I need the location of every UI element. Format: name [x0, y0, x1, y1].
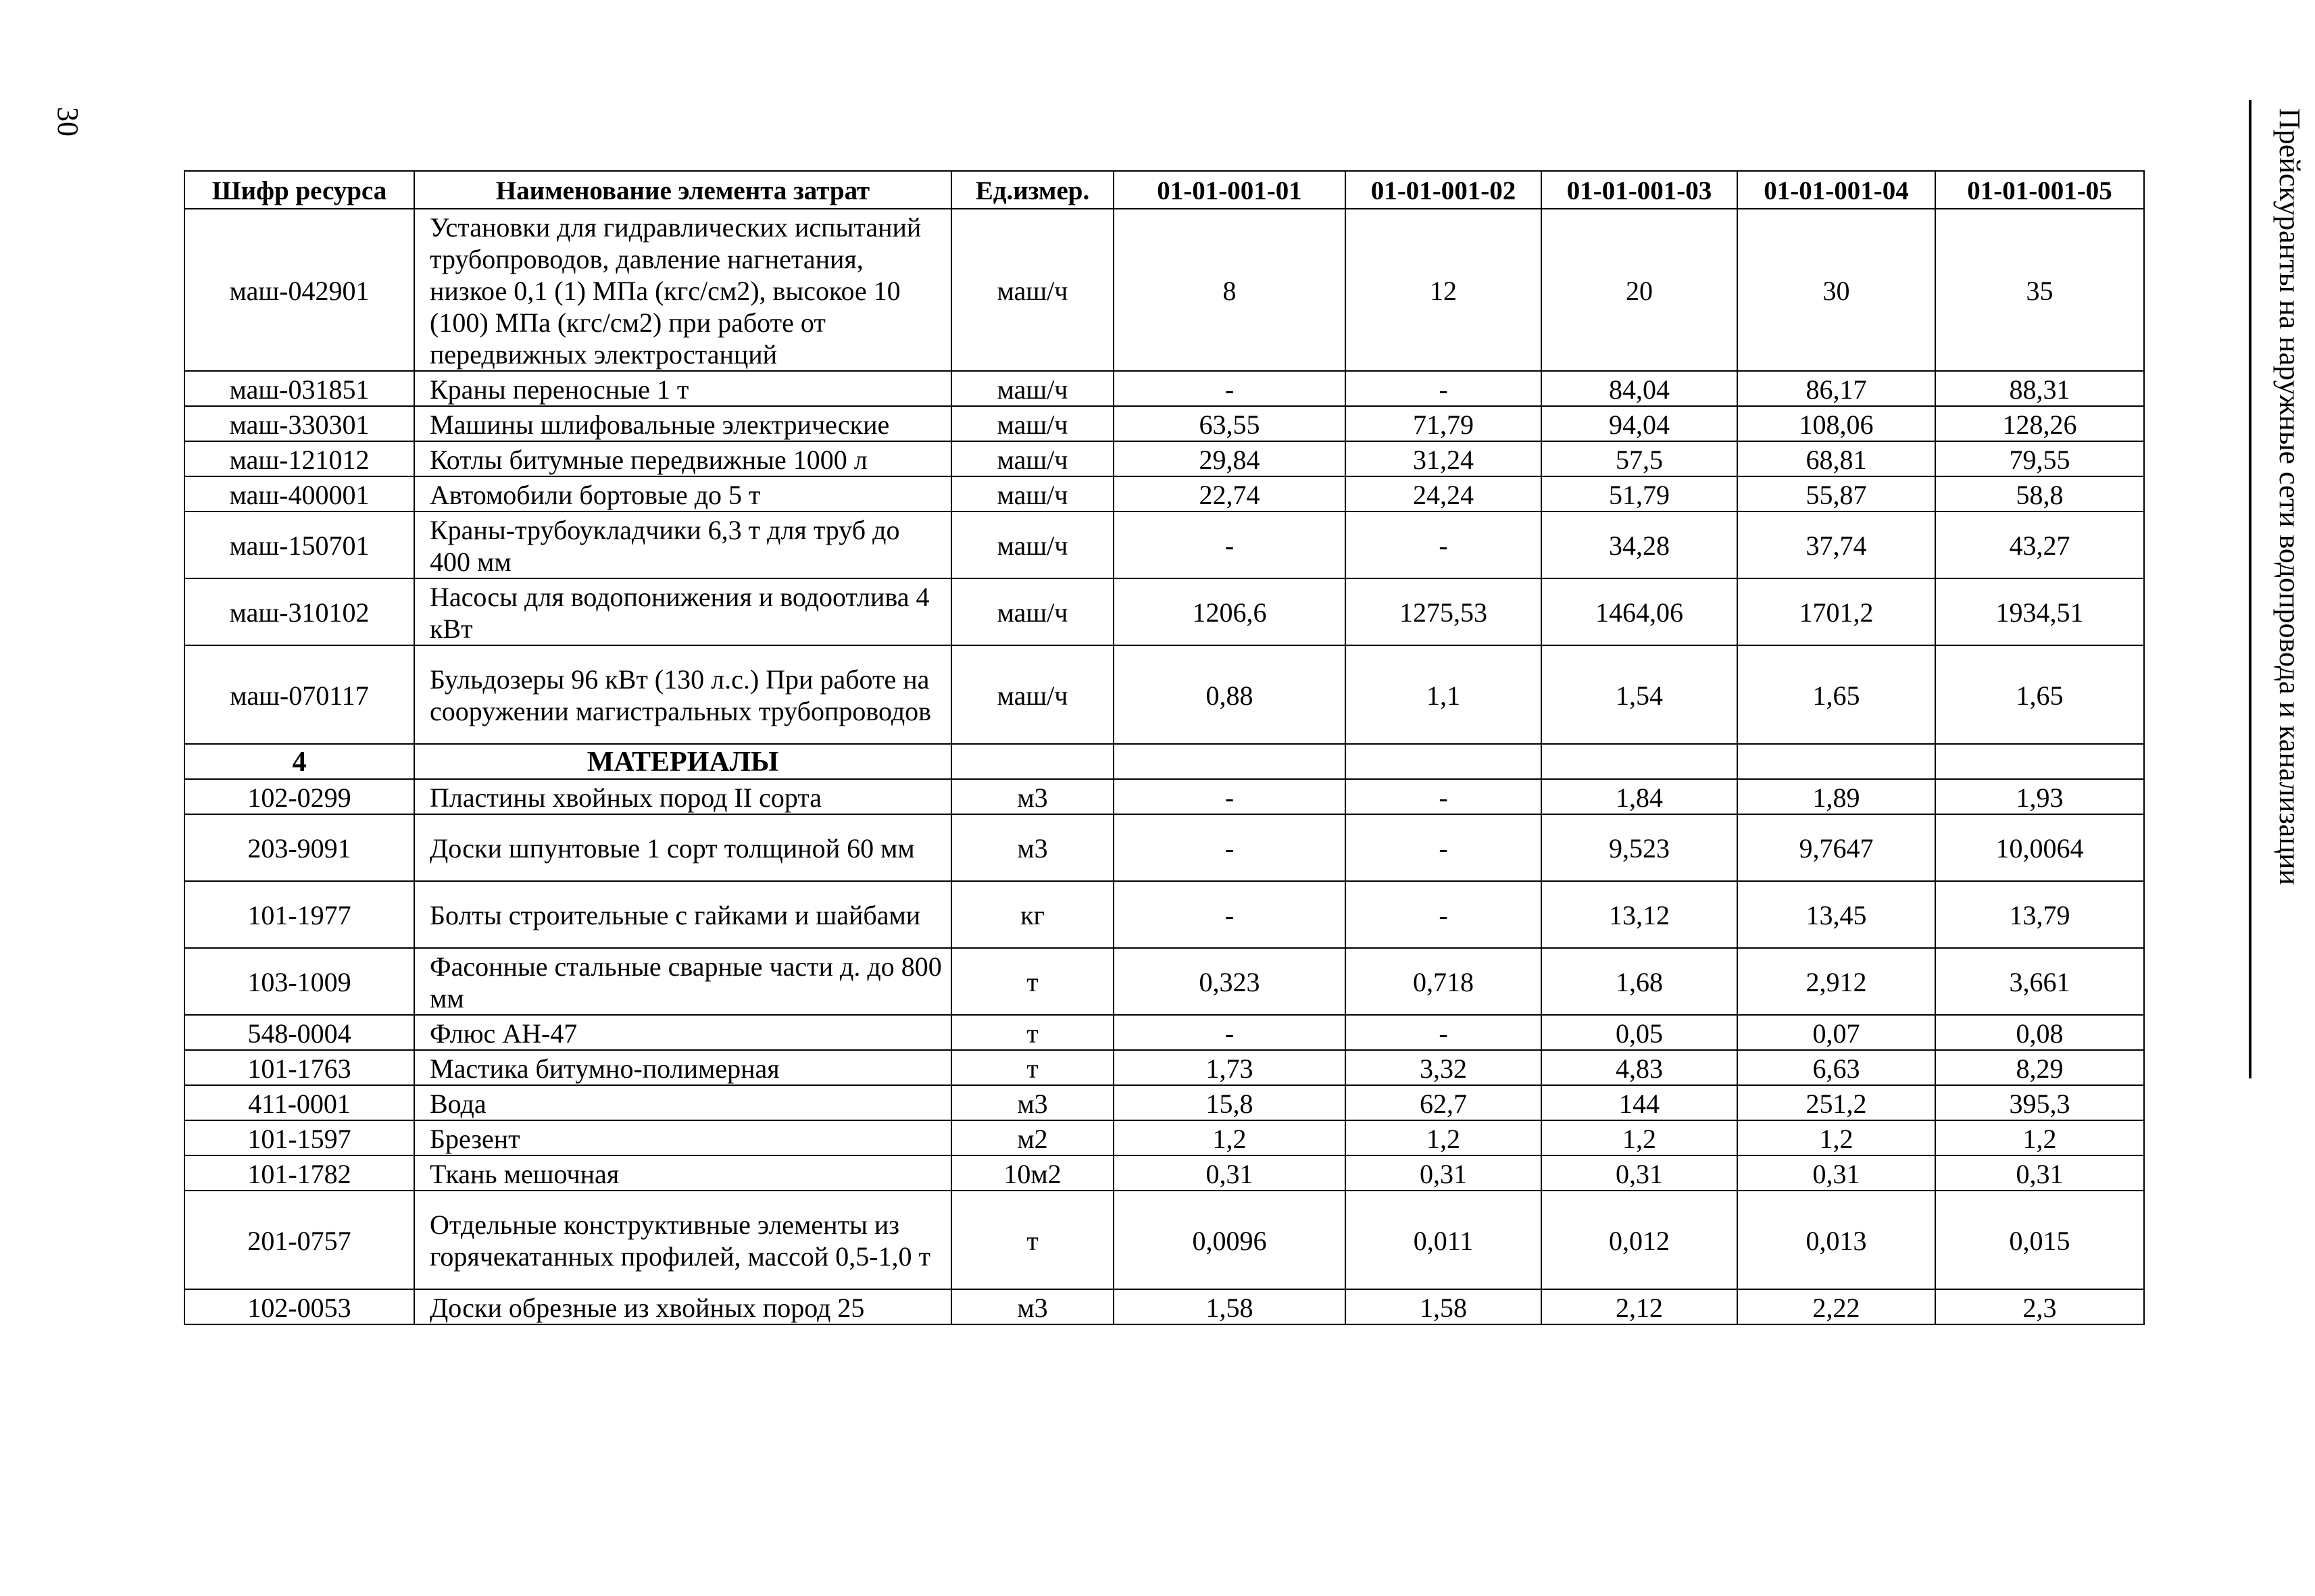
cell-value: 86,17: [1737, 371, 1935, 406]
section-row-materials: [184, 744, 2144, 779]
cell-code: 102-0053: [184, 1289, 414, 1324]
cell-code: 103-1009: [184, 948, 414, 1015]
cell-value: -: [1114, 779, 1345, 814]
cell-value: 35: [1935, 209, 2144, 371]
section-title: МАТЕРИАЛЫ: [414, 744, 951, 779]
cell-value: [1541, 744, 1737, 779]
cell-value: -: [1114, 881, 1345, 948]
cell-value: 0,31: [1935, 1155, 2144, 1191]
header-unit: Ед.измер.: [951, 171, 1114, 209]
cell-value: 1,89: [1737, 779, 1935, 814]
cell-unit: маш/ч: [951, 406, 1114, 441]
cell-value: 9,523: [1541, 814, 1737, 881]
cell-value: -: [1345, 512, 1541, 578]
cell-unit: м2: [951, 1120, 1114, 1155]
cell-value: 1,54: [1541, 645, 1737, 744]
cell-value: 20: [1541, 209, 1737, 371]
cell-unit: т: [951, 948, 1114, 1015]
cell-name: Бульдозеры 96 кВт (130 л.с.) При работе на сооружении магистральных трубопроводов: [414, 645, 951, 744]
cell-name: Пластины хвойных пород II сорта: [414, 779, 951, 814]
cell-value: 1,2: [1935, 1120, 2144, 1155]
cell-value: 0,323: [1114, 948, 1345, 1015]
table-row: [184, 948, 2144, 1015]
cell-value: 37,74: [1737, 512, 1935, 578]
cell-value: 1,2: [1737, 1120, 1935, 1155]
cell-value: -: [1114, 371, 1345, 406]
cell-value: 79,55: [1935, 441, 2144, 476]
cell-value: 68,81: [1737, 441, 1935, 476]
cell-value: 24,24: [1345, 476, 1541, 512]
cell-unit: маш/ч: [951, 371, 1114, 406]
cell-value: 84,04: [1541, 371, 1737, 406]
cell-code: 203-9091: [184, 814, 414, 881]
cell-code: маш-310102: [184, 578, 414, 645]
table-row: [184, 209, 2144, 371]
cell-value: -: [1345, 371, 1541, 406]
cell-value: 0,31: [1737, 1155, 1935, 1191]
section-number: 4: [184, 744, 414, 779]
cell-value: 71,79: [1345, 406, 1541, 441]
header-col-5: 01-01-001-05: [1935, 171, 2144, 209]
table-row: [184, 779, 2144, 814]
cell-code: маш-042901: [184, 209, 414, 371]
cell-value: 251,2: [1737, 1085, 1935, 1120]
cell-name: Краны-трубоукладчики 6,3 т для труб до 400 мм: [414, 512, 951, 578]
cell-name: Доски обрезные из хвойных пород 25: [414, 1289, 951, 1324]
cell-value: 0,88: [1114, 645, 1345, 744]
cell-code: маш-121012: [184, 441, 414, 476]
cell-value: 51,79: [1541, 476, 1737, 512]
cell-code: 548-0004: [184, 1015, 414, 1050]
cell-value: 0,718: [1345, 948, 1541, 1015]
cell-value: -: [1114, 512, 1345, 578]
side-title: Прейскуранты на наружные сети водопровода и канализации: [2273, 108, 2306, 885]
cell-value: 15,8: [1114, 1085, 1345, 1120]
cell-value: 62,7: [1345, 1085, 1541, 1120]
table-row: [184, 1289, 2144, 1324]
cell-value: 22,74: [1114, 476, 1345, 512]
cell-value: 1,65: [1935, 645, 2144, 744]
cell-value: 108,06: [1737, 406, 1935, 441]
cell-unit: т: [951, 1015, 1114, 1050]
table-row: [184, 476, 2144, 512]
resource-cost-table: [184, 170, 2145, 1325]
table-row: [184, 441, 2144, 476]
cell-value: 1464,06: [1541, 578, 1737, 645]
cell-value: 0,013: [1737, 1191, 1935, 1289]
cell-unit: маш/ч: [951, 209, 1114, 371]
cell-value: -: [1345, 779, 1541, 814]
table-row: [184, 1085, 2144, 1120]
cell-name: Вода: [414, 1085, 951, 1120]
cell-value: 1,73: [1114, 1050, 1345, 1085]
cell-value: 1,2: [1114, 1120, 1345, 1155]
cell-code: маш-031851: [184, 371, 414, 406]
cell-unit: [951, 744, 1114, 779]
cell-value: [1345, 744, 1541, 779]
table-header-row: [184, 171, 2144, 209]
table-row: [184, 814, 2144, 881]
cell-value: -: [1345, 881, 1541, 948]
cell-value: -: [1345, 814, 1541, 881]
cell-value: 31,24: [1345, 441, 1541, 476]
cell-name: Установки для гидравлических испытаний трубопроводов, давление нагнетания, низкое 0,1 (1) МПа (кгс/см2), высокое 10 (100) МПа (кгс/см2) при работе от передвижных электростанций: [414, 209, 951, 371]
table-row: [184, 1120, 2144, 1155]
cell-value: 6,63: [1737, 1050, 1935, 1085]
cell-name: Насосы для водопонижения и водоотлива 4 кВт: [414, 578, 951, 645]
header-col-4: 01-01-001-04: [1737, 171, 1935, 209]
cell-unit: маш/ч: [951, 578, 1114, 645]
cell-value: [1737, 744, 1935, 779]
cell-value: 9,7647: [1737, 814, 1935, 881]
cell-unit: маш/ч: [951, 645, 1114, 744]
cell-value: 2,3: [1935, 1289, 2144, 1324]
cell-value: 4,83: [1541, 1050, 1737, 1085]
cell-code: 101-1977: [184, 881, 414, 948]
cell-unit: 10м2: [951, 1155, 1114, 1191]
cell-name: Флюс АН-47: [414, 1015, 951, 1050]
cell-value: 13,12: [1541, 881, 1737, 948]
cell-unit: т: [951, 1050, 1114, 1085]
cell-value: 1,2: [1541, 1120, 1737, 1155]
cell-value: -: [1114, 1015, 1345, 1050]
cell-unit: маш/ч: [951, 512, 1114, 578]
cell-unit: м3: [951, 779, 1114, 814]
cell-unit: м3: [951, 814, 1114, 881]
cell-value: 2,22: [1737, 1289, 1935, 1324]
cell-unit: т: [951, 1191, 1114, 1289]
cell-value: 0,05: [1541, 1015, 1737, 1050]
cell-value: 0,015: [1935, 1191, 2144, 1289]
cell-value: 1,84: [1541, 779, 1737, 814]
table-row: [184, 406, 2144, 441]
cell-code: маш-150701: [184, 512, 414, 578]
table-row: [184, 578, 2144, 645]
cell-value: 63,55: [1114, 406, 1345, 441]
cell-code: 101-1597: [184, 1120, 414, 1155]
cell-name: Болты строительные с гайками и шайбами: [414, 881, 951, 948]
cell-name: Машины шлифовальные электрические: [414, 406, 951, 441]
cell-name: Мастика битумно-полимерная: [414, 1050, 951, 1085]
cell-code: 101-1782: [184, 1155, 414, 1191]
cell-code: маш-400001: [184, 476, 414, 512]
header-code: Шифр ресурса: [184, 171, 414, 209]
cell-code: 102-0299: [184, 779, 414, 814]
cell-value: 88,31: [1935, 371, 2144, 406]
cell-value: -: [1114, 814, 1345, 881]
header-col-3: 01-01-001-03: [1541, 171, 1737, 209]
cell-name: Краны переносные 1 т: [414, 371, 951, 406]
cell-value: 55,87: [1737, 476, 1935, 512]
cell-unit: маш/ч: [951, 476, 1114, 512]
cell-code: маш-070117: [184, 645, 414, 744]
cell-value: 2,912: [1737, 948, 1935, 1015]
cell-unit: кг: [951, 881, 1114, 948]
cell-value: 34,28: [1541, 512, 1737, 578]
cell-value: 0,07: [1737, 1015, 1935, 1050]
cell-name: Доски шпунтовые 1 сорт толщиной 60 мм: [414, 814, 951, 881]
header-col-1: 01-01-001-01: [1114, 171, 1345, 209]
cell-value: 10,0064: [1935, 814, 2144, 881]
cell-code: 101-1763: [184, 1050, 414, 1085]
cell-value: 144: [1541, 1085, 1737, 1120]
cell-value: [1935, 744, 2144, 779]
cell-value: 8,29: [1935, 1050, 2144, 1085]
cell-value: 1701,2: [1737, 578, 1935, 645]
cell-value: 0,0096: [1114, 1191, 1345, 1289]
cell-value: 1,2: [1345, 1120, 1541, 1155]
cell-value: 0,08: [1935, 1015, 2144, 1050]
cell-value: 128,26: [1935, 406, 2144, 441]
table-row: [184, 371, 2144, 406]
cell-value: 12: [1345, 209, 1541, 371]
table-row: [184, 1015, 2144, 1050]
cell-value: 57,5: [1541, 441, 1737, 476]
table-row: [184, 881, 2144, 948]
cell-value: 29,84: [1114, 441, 1345, 476]
cell-code: 411-0001: [184, 1085, 414, 1120]
cell-value: 30: [1737, 209, 1935, 371]
cell-name: Автомобили бортовые до 5 т: [414, 476, 951, 512]
side-rule: [2249, 100, 2251, 1078]
table-row: [184, 1191, 2144, 1289]
cell-value: 8: [1114, 209, 1345, 371]
cell-name: Котлы битумные передвижные 1000 л: [414, 441, 951, 476]
cell-name: Брезент: [414, 1120, 951, 1155]
cell-value: 1275,53: [1345, 578, 1541, 645]
cell-value: 3,661: [1935, 948, 2144, 1015]
cell-code: 201-0757: [184, 1191, 414, 1289]
cell-value: 0,011: [1345, 1191, 1541, 1289]
table-row: [184, 1155, 2144, 1191]
cell-name: Ткань мешочная: [414, 1155, 951, 1191]
cell-value: 1,65: [1737, 645, 1935, 744]
cell-value: 13,79: [1935, 881, 2144, 948]
cell-value: 0,012: [1541, 1191, 1737, 1289]
page-number: 30: [51, 107, 84, 136]
table-row: [184, 645, 2144, 744]
cell-unit: м3: [951, 1085, 1114, 1120]
table-row: [184, 512, 2144, 578]
cell-value: -: [1345, 1015, 1541, 1050]
cell-code: маш-330301: [184, 406, 414, 441]
cell-value: 395,3: [1935, 1085, 2144, 1120]
cell-name: Фасонные стальные сварные части д. до 800 мм: [414, 948, 951, 1015]
header-col-2: 01-01-001-02: [1345, 171, 1541, 209]
cell-unit: маш/ч: [951, 441, 1114, 476]
cell-value: 94,04: [1541, 406, 1737, 441]
cell-value: 1206,6: [1114, 578, 1345, 645]
cell-value: 1,68: [1541, 948, 1737, 1015]
cell-value: 2,12: [1541, 1289, 1737, 1324]
cell-value: 43,27: [1935, 512, 2144, 578]
cell-value: 58,8: [1935, 476, 2144, 512]
cell-value: 0,31: [1541, 1155, 1737, 1191]
cell-value: 1934,51: [1935, 578, 2144, 645]
header-name: Наименование элемента затрат: [414, 171, 951, 209]
cell-value: 1,1: [1345, 645, 1541, 744]
cell-value: 3,32: [1345, 1050, 1541, 1085]
cell-unit: м3: [951, 1289, 1114, 1324]
cell-value: 1,58: [1345, 1289, 1541, 1324]
cell-value: 1,58: [1114, 1289, 1345, 1324]
cell-value: 0,31: [1114, 1155, 1345, 1191]
cell-value: [1114, 744, 1345, 779]
cell-name: Отдельные конструктивные элементы из горячекатанных профилей, массой 0,5-1,0 т: [414, 1191, 951, 1289]
cell-value: 1,93: [1935, 779, 2144, 814]
cell-value: 13,45: [1737, 881, 1935, 948]
cell-value: 0,31: [1345, 1155, 1541, 1191]
table-row: [184, 1050, 2144, 1085]
